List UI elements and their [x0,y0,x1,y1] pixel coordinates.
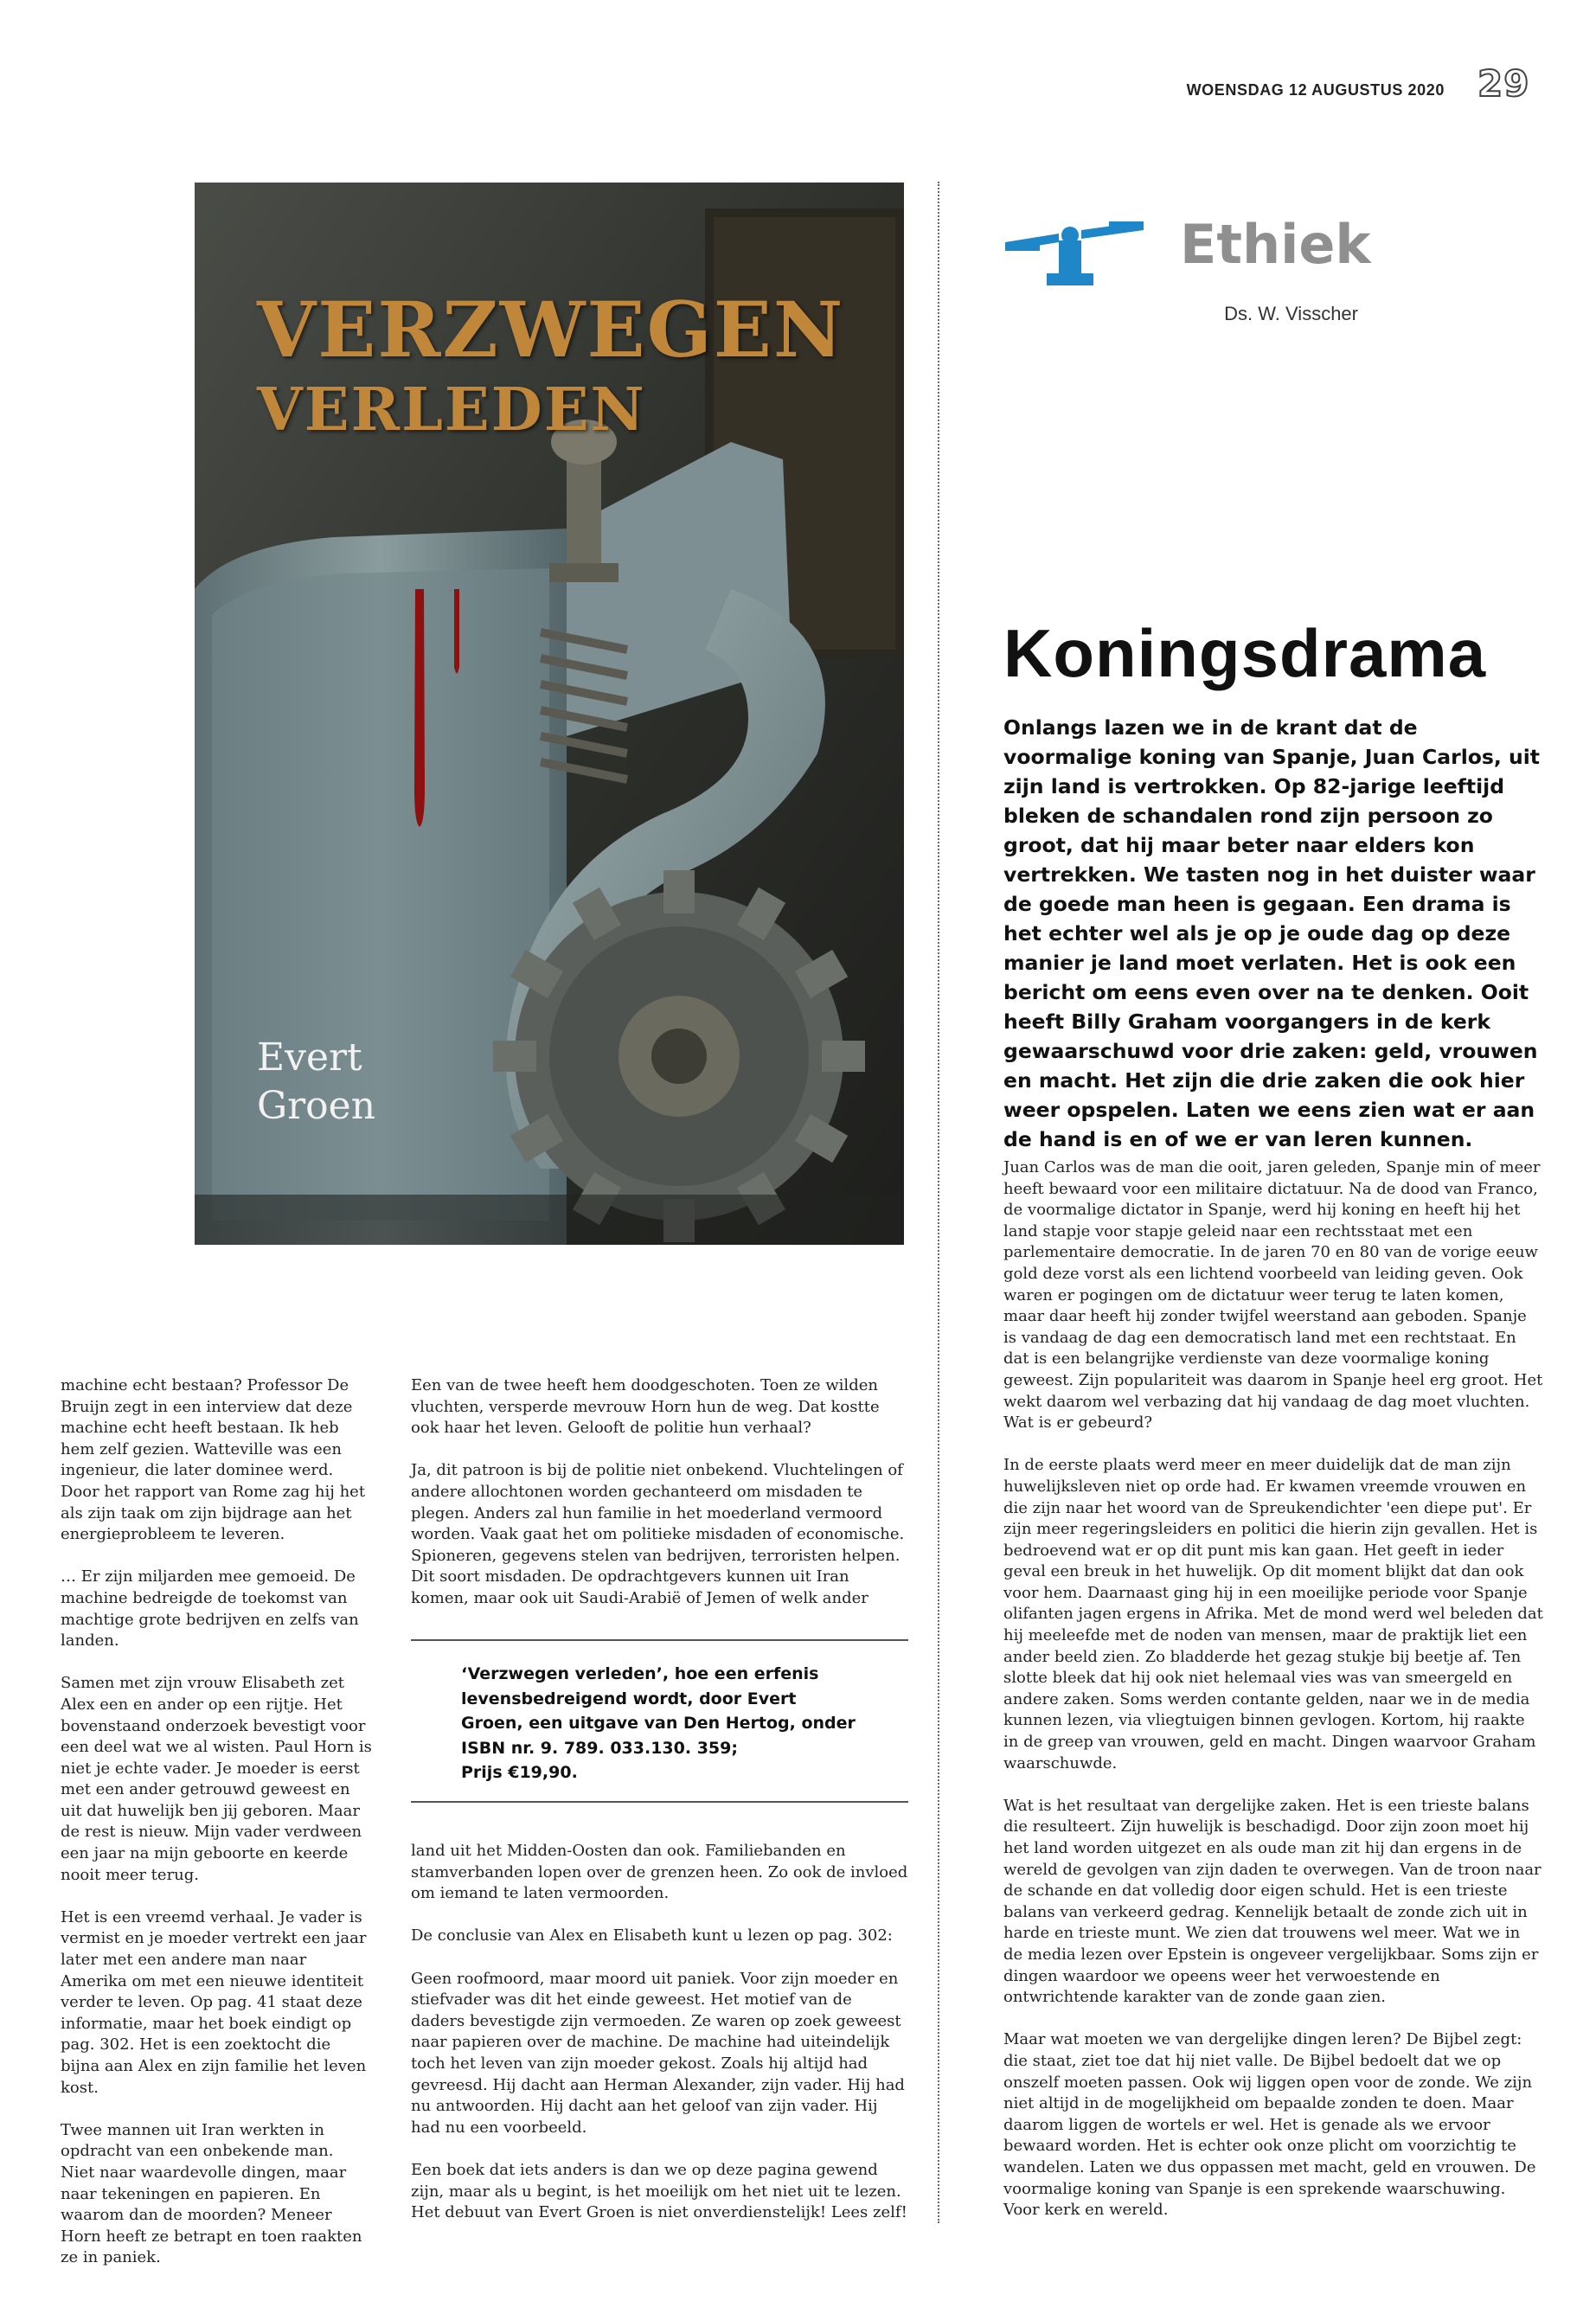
book-info-text [461,1662,868,1785]
book-info-line: ISBN nr. 9. 789. 033.130. 359; [461,1738,738,1758]
issue-date: WOENSDAG 12 AUGUSTUS 2020 [1186,81,1445,99]
book-info-line: Groen, een uitgave van Den Hertog, onder [461,1714,856,1733]
book-cover-title-line1: VERZWEGEN [257,285,845,375]
book-info-box [411,1639,908,1803]
review-paragraph: De conclusie van Alex en Elisabeth kunt u lezen op pag. 302: [411,1926,893,1945]
review-paragraph: Geen roofmoord, maar moord uit paniek. Voor zijn moeder en stiefvader was dit het einde geweest. Het motief van de daders bevestigde zijn vermoeden. Ze waren op zoek geweest naar papieren over de machine. De machine had uiteindelijk toch het leven van zijn moeder gekost. Zoals hij altijd had gevreesd. Hij dacht aan Herman Alexander, zijn vader. Hij had nu antwoorden. Hij dacht aan het geloof van zijn vader. Hij had nu een voorbeeld. [411,1969,905,2137]
book-info-line: levensbedreigend wordt, door Evert [461,1689,797,1708]
article-paragraph: In de eerste plaats werd meer en meer duidelijk dat de man zijn huwelijksleven niet op orde had. Er kwamen vreemde vrouwen en die zijn naar het woord van de Spreukendichter 'een diepe put'. Er zijn meer regeringsleiders en politici die hierin zijn gevallen. Het is bedroevend wat er op dit punt mis kan gaan. Het geeft in ieder geval een breuk in het huwelijk. Op dit moment blijkt dat dan ook voor hem. Daarnaast ging hij in een moeilijke periode voor Spanje olifanten jagen ergens in Afrika. Met de mond werd wel beleden dat hij meeleefde met de noden van mensen, maar de praktijk liet een ander beeld zien. Zo bladderde het gezag stukje bij beetje af. Ten slotte bleek dat hij ook niet helemaal vies was van smeergeld en andere zaken. Soms werden contante gelden, naar we in de media kunnen lezen, via vliegtuigen binnen gevlogen. Kortom, hij raakte in de greep van vrouwen, geld en macht. Dingen waarvoor Graham waarschuwde. [1003,1456,1543,1772]
book-info-line: ‘Verzwegen verleden’, hoe een erfenis [461,1664,819,1683]
review-column-2-bottom [411,1841,908,2245]
article-lead [1003,713,1544,1154]
review-paragraph: Het is een vreemd verhaal. Je vader is vermist en je moeder vertrekt een jaar later met een andere man naar Amerika om met een nieuwe identiteit verder te leven. Op pag. 41 staat deze informatie, maar het boek eindigt op pag. 302. Het is een zoektocht die bijna aan Alex en zijn familie het leven kost. [61,1907,367,2097]
page-number: 29 [1477,62,1530,105]
book-info-line: Prijs €19,90. [461,1763,578,1782]
review-paragraph: … Er zijn miljarden mee gemoeid. De machine bedreigde de toekomst van machtige grote bedrijven en zelfs van landen. [61,1567,359,1650]
article-body [1003,1157,1544,2242]
book-cover-author-line2: Groen [257,1084,376,1128]
review-paragraph: land uit het Midden-Oosten dan ook. Familiebanden en stamverbanden lopen over de grenzen heen. Zo ook de invloed om iemand te laten vermoorden. [411,1842,908,1903]
article-author: Ds. W. Visscher [1224,303,1358,324]
review-column-1 [61,1375,372,2291]
article-paragraph: Maar wat moeten we van dergelijke dingen leren? De Bijbel zegt: die staat, ziet toe dat hij niet valle. De Bijbel bedoelt dat we op onszelf moeten passen. Ook wij liggen open voor de zonde. We zijn niet altijd in de mogelijkheid om bepaalde zonden te doen. Maar daarom liggen de wortels er wel. Het is genade als we ervoor bewaard worden. Het is echter ook onze plicht om voorzichtig te wandelen. Laten we dus oppassen met macht, geld en vrouwen. De voormalige koning van Spanje is een sprekende waarschuwing. Voor kerk en wereld. [1003,2030,1536,2220]
book-cover-author [257,1034,516,1131]
book-cover-author-line1: Evert [257,1035,362,1080]
review-paragraph: Samen met zijn vrouw Elisabeth zet Alex een en ander op een rijtje. Het bovenstaand onderzoek bevestigt voor een deel wat we al wisten. Paul Horn is niet je echte vader. Je moeder is eerst met een ander getrouwd geweest en uit dat huwelijk ben jij geboren. Maar de rest is nieuw. Mijn vader verdween een jaar na mijn geboorte en keerde nooit meer terug. [61,1674,372,1884]
review-paragraph: Een boek dat iets anders is dan we op deze pagina gewend zijn, maar als u begint, is het moeilijk om het niet uit te lezen. Het debuut van Evert Groen is niet onverdienstelijk! Lees zelf! [411,2160,907,2222]
article-paragraph: Juan Carlos was de man die ooit, jaren geleden, Spanje min of meer heeft bewaard voor een militaire dictatuur. Na de dood van Franco, de voormalige dictator in Spanje, werd hij koning en heeft hij het land stapje voor stapje geleid naar een rechtsstaat met een parlementaire democratie. In de jaren 70 en 80 van de vorige eeuw gold deze vorst als een lichtend voorbeeld van leiding geven. Ook waren er pogingen om de dictatuur weer terug te laten komen, maar daar heeft hij zonder twijfel weerstand aan geboden. Spanje is vandaag de dag een democratisch land met een rechtstaat. En dat is een belangrijke verdienste van deze voormalige koning geweest. Zijn populariteit was daarom in Spanje heel erg groot. Het wekt daarom wel verbazing dat hij vandaag de dag moet vluchten. Wat is er gebeurd? [1003,1158,1543,1433]
book-cover-title [257,286,897,447]
review-paragraph: machine echt bestaan? Professor De Bruijn zegt in een interview dat deze machine echt heeft bestaan. Ik heb hem zelf gezien. Watteville was een ingenieur, die later dominee werd. Door het rapport van Rome zag hij het als zijn taak om zijn bijdrage aan het energieprobleem te leveren. [61,1376,366,1544]
article-paragraph: Wat is het resultaat van dergelijke zaken. Het is een trieste balans die resulteert. Zijn huwelijk is beschadigd. Door zijn zoon moet hij het land worden uitgezet en als oude man zit hij dan ergens in de wereld de gevolgen van zijn daden te overwegen. Van de troon naar de schande en dat volledig door eigen schuld. Het is een trieste balans van verkeerd gedrag. Kennelijk betaalt de zonde zich uit in harde en trieste munt. We zien dat trouwens wel meer. Wat we in de media lezen over Epstein is ongeveer vergelijkbaar. Soms zijn er dingen waardoor we opeens weer het verwoestende en ontwrichtende karakter van de zonde gaan zien. [1003,1796,1542,2007]
review-paragraph: Twee mannen uit Iran werkten in opdracht van een onbekende man. Niet naar waardevolle dingen, maar naar tekeningen en papieren. En waarom dan de moorden? Meneer Horn heeft ze betrapt en toen raakten ze in paniek. [61,2120,362,2267]
balance-scale-icon [1005,216,1152,292]
review-paragraph: Ja, dit patroon is bij de politie niet onbekend. Vluchtelingen of andere allochtonen worden gechanteerd om misdaden te plegen. Anders zal hun familie in het moederland vermoord worden. Vaak gaat het om politieke misdaden of economische. Spioneren, gegevens stelen van bedrijven, terroristen helpen. Dit soort misdaden. De opdrachtgevers kunnen uit Iran komen, maar ook uit Saudi-Arabië of Jemen of welk ander [411,1461,905,1607]
book-cover-title-line2: VERLEDEN [257,375,646,445]
section-title: Ethiek [1180,213,1371,276]
review-column-2-top [411,1375,908,1631]
column-divider [938,182,939,2223]
review-paragraph: Een van de twee heeft hem doodgeschoten. Toen ze wilden vluchten, versperde mevrouw Horn hun de weg. Dat kostte ook haar het leven. Gelooft de politie hun verhaal? [411,1376,880,1438]
lead-paragraph: Onlangs lazen we in de krant dat de voormalige koning van Spanje, Juan Carlos, uit zijn land is vertrokken. Op 82-jarige leeftijd bleken de schandalen rond zijn persoon zo groot, dat hij maar beter naar elders kon vertrekken. We tasten nog in het duister waar de goede man heen is gegaan. Een drama is het echter wel als je op je oude dag op deze manier je land moet verlaten. Het is ook een bericht om eens even over na te denken. Ooit heeft Billy Graham voorgangers in de kerk gewaarschuwd voor drie zaken: geld, vrouwen en macht. Het zijn die drie zaken die ook hier weer opspelen. Laten we eens zien wat er aan de hand is en of we er van leren kunnen. [1003,715,1541,1151]
book-cover-image [195,183,904,1245]
article-headline: Koningsdrama [1003,615,1487,691]
